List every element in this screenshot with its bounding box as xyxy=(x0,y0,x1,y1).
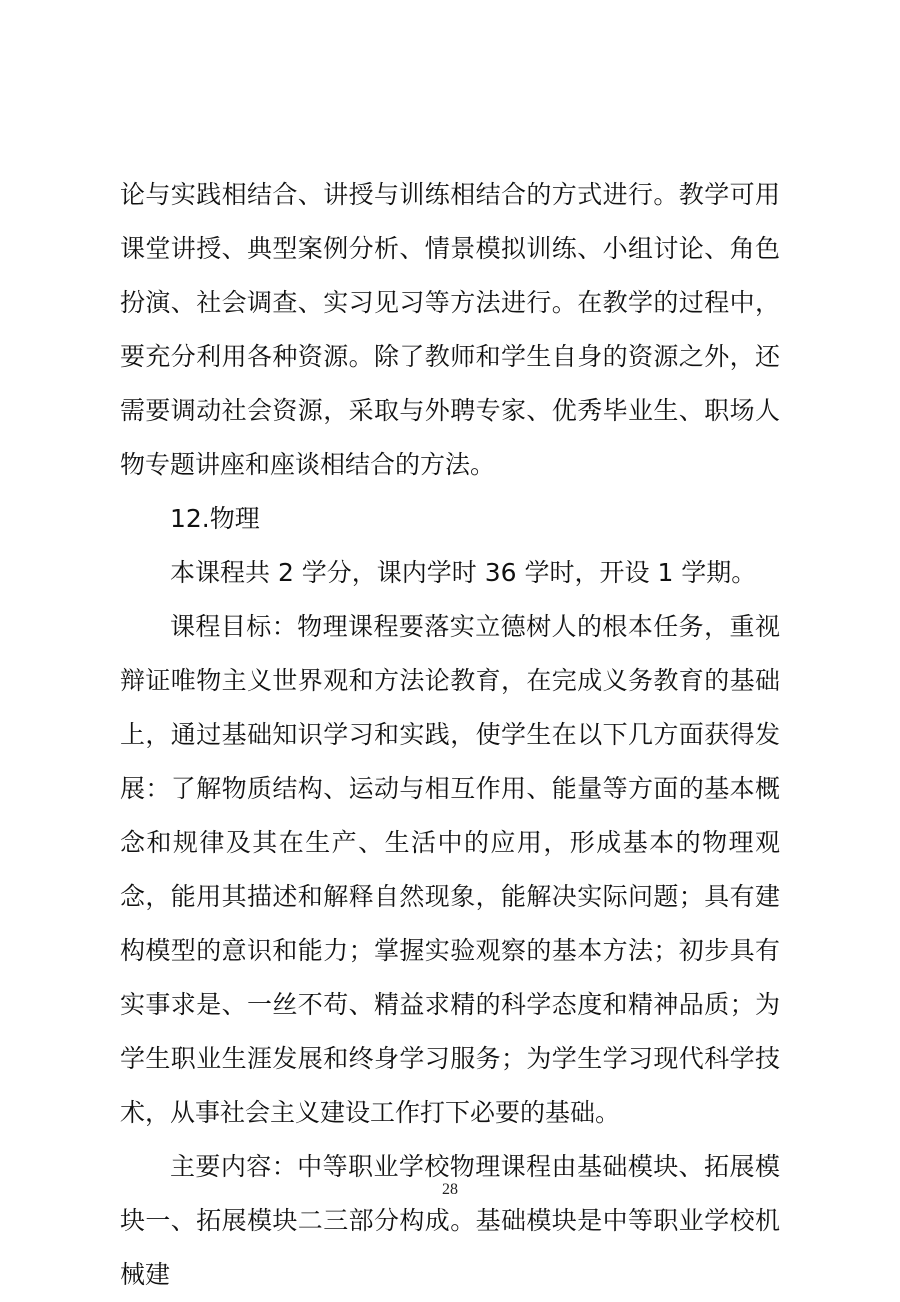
page-number: 28 xyxy=(442,1181,458,1198)
body-text xyxy=(120,168,780,1302)
section-heading-physics: 12.物理 xyxy=(170,504,260,533)
paragraph-main-content: 主要内容：中等职业学校物理课程由基础模块、拓展模块一、拓展模块二三部分构成。基础模块是中等职业学校机械建 xyxy=(120,1152,780,1289)
paragraph-credits: 本课程共 2 学分，课内学时 36 学时，开设 1 学期。 xyxy=(170,558,757,587)
paragraph-teaching-methods: 论与实践相结合、讲授与训练相结合的方式进行。教学可用课堂讲授、典型案例分析、情景模拟训练、小组讨论、角色扮演、社会调查、实习见习等方法进行。在教学的过程中，要充分利用各种资源。除了教师和学生自身的资源之外，还需要调动社会资源，采取与外聘专家、优秀毕业生、职场人物专题讲座和座谈相结合的方法。 xyxy=(120,180,780,479)
paragraph-course-goals: 课程目标：物理课程要落实立德树人的根本任务，重视辩证唯物主义世界观和方法论教育，在完成义务教育的基础上，通过基础知识学习和实践，使学生在以下几方面获得发展：了解物质结构、运动与相互作用、能量等方面的基本概念和规律及其在生产、生活中的应用，形成基本的物理观念，能用其描述和解释自然现象，能解决实际问题；具有建构模型的意识和能力；掌握实验观察的基本方法；初步具有实事求是、一丝不苟、精益求精的科学态度和精神品质；为学生职业生涯发展和终身学习服务；为学生学习现代科学技术，从事社会主义建设工作打下必要的基础。 xyxy=(120,612,780,1127)
